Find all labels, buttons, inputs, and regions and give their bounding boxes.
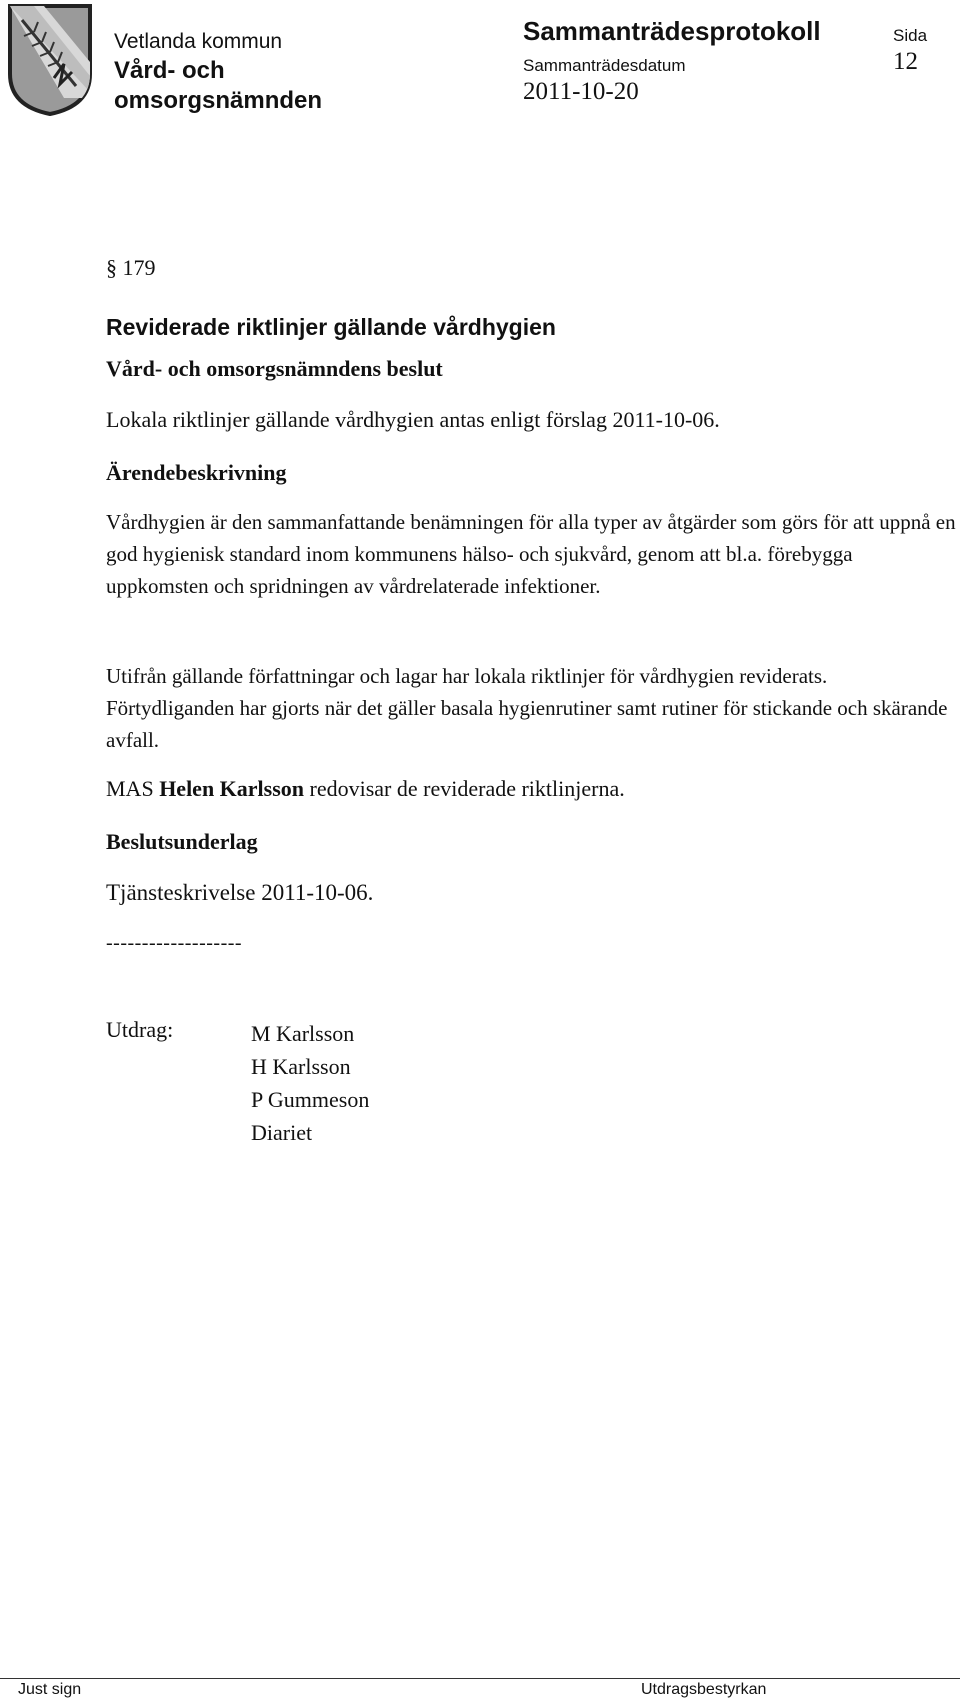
excerpt-recipient: M Karlsson	[251, 1021, 355, 1046]
basis-text: Tjänsteskrivelse 2011-10-06.	[106, 880, 374, 905]
section-number: § 179	[106, 255, 156, 280]
excerpt-label: Utdrag:	[106, 1017, 174, 1042]
footer-certification-label: Utdragsbestyrkan	[641, 1681, 767, 1698]
presenter-name: Helen Karlsson	[159, 776, 305, 801]
footer-divider	[0, 1678, 960, 1679]
excerpt-recipient: Diariet	[251, 1120, 313, 1145]
excerpt-recipient-list	[251, 1017, 369, 1149]
decision-heading: Vård- och omsorgsnämndens beslut	[106, 356, 443, 381]
description-paragraph-1: Vårdhygien är den sammanfattande benämningen för alla typer av åtgärder som görs för att uppnå en god hygienisk standard inom kommunens hälso- och sjukvård, genom att bl.a. förebygga uppkomsten och spridningen av vårdrelaterade infektioner.	[106, 510, 956, 598]
coat-of-arms-logo	[4, 2, 96, 118]
meeting-date-value: 2011-10-20	[523, 78, 639, 105]
matter-title: Reviderade riktlinjer gällande vårdhygien	[106, 314, 556, 340]
description-heading: Ärendebeskrivning	[106, 460, 287, 485]
excerpt-recipient: P Gummeson	[251, 1087, 370, 1112]
meeting-date-label: Sammanträdesdatum	[523, 56, 686, 75]
basis-heading: Beslutsunderlag	[106, 829, 258, 854]
separator-line: -------------------	[106, 932, 243, 954]
description-paragraph-2: Utifrån gällande författningar och lagar har lokala riktlinjer för vårdhygien reviderats. Förtydliganden har gjorts när det gäller basala hygienrutiner samt rutiner för stickande och skärande avfall.	[106, 664, 948, 752]
excerpt-recipient: H Karlsson	[251, 1054, 351, 1079]
document-title: Sammanträdesprotokoll	[523, 16, 821, 46]
presenter-line	[106, 776, 625, 802]
footer-signature-label: Just sign	[18, 1681, 82, 1698]
page-number: 12	[893, 48, 918, 75]
decision-text: Lokala riktlinjer gällande vårdhygien antas enligt förslag 2011-10-06.	[106, 407, 720, 432]
committee-name: Vård- och omsorgsnämnden	[114, 57, 323, 114]
presenter-suffix: redovisar de reviderade riktlinjerna.	[309, 776, 625, 801]
org-name: Vetlanda kommun	[114, 30, 283, 53]
presenter-prefix: MAS	[106, 776, 154, 801]
page-label: Sida	[893, 26, 928, 45]
